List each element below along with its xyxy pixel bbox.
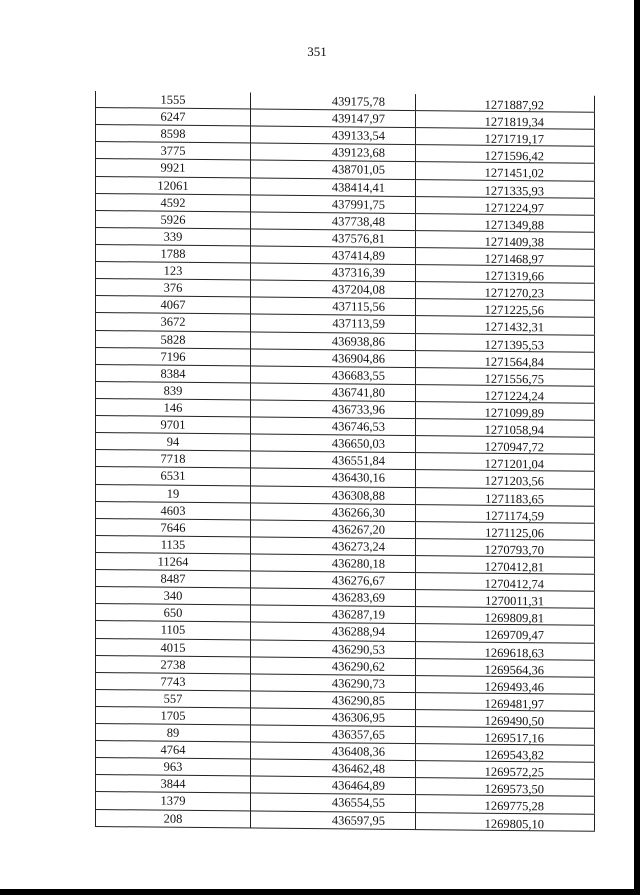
point-id-cell: 3775 <box>95 142 251 160</box>
y-coordinate-cell: 1271335,93 <box>416 180 595 198</box>
y-coordinate-cell: 1271564,84 <box>416 351 595 369</box>
point-id-cell: 650 <box>95 604 251 622</box>
x-coordinate-cell: 436462,48 <box>251 760 416 778</box>
y-coordinate-cell: 1271224,24 <box>416 385 595 403</box>
point-id-cell: 376 <box>95 279 251 297</box>
point-id-cell: 6247 <box>95 108 251 126</box>
x-coordinate-cell: 437204,08 <box>251 281 416 299</box>
x-coordinate-cell: 436464,89 <box>251 777 416 795</box>
x-coordinate-cell: 436308,88 <box>251 486 416 504</box>
point-id-cell: 1705 <box>95 707 251 725</box>
y-coordinate-cell: 1271183,65 <box>416 488 595 506</box>
point-id-cell: 4764 <box>95 741 251 759</box>
point-id-cell: 3672 <box>95 313 251 331</box>
table-row <box>95 810 595 832</box>
y-coordinate-cell: 1270947,72 <box>416 436 595 454</box>
x-coordinate-cell: 436746,53 <box>251 418 416 436</box>
y-coordinate-cell: 1269573,50 <box>416 778 595 796</box>
y-coordinate-cell: 1270011,31 <box>416 590 595 608</box>
point-id-cell: 4015 <box>95 639 251 657</box>
y-coordinate-cell: 1270793,70 <box>416 539 595 557</box>
x-coordinate-cell: 436408,36 <box>251 743 416 761</box>
x-coordinate-cell: 436266,30 <box>251 503 416 521</box>
x-coordinate-cell: 436938,86 <box>251 332 416 350</box>
x-coordinate-cell: 436357,65 <box>251 726 416 744</box>
x-coordinate-cell: 437576,81 <box>251 229 416 247</box>
point-id-cell: 340 <box>95 587 251 605</box>
coordinates-table <box>95 91 595 832</box>
y-coordinate-cell: 1271174,59 <box>416 505 595 523</box>
y-coordinate-cell: 1271596,42 <box>416 145 595 163</box>
y-coordinate-cell: 1269775,28 <box>416 796 595 814</box>
point-id-cell: 2738 <box>95 656 251 674</box>
x-coordinate-cell: 436287,19 <box>251 606 416 624</box>
y-coordinate-cell: 1269572,25 <box>416 761 595 779</box>
x-coordinate-cell: 436554,55 <box>251 794 416 812</box>
point-id-cell: 8598 <box>95 125 251 143</box>
point-id-cell: 8384 <box>95 365 251 383</box>
x-coordinate-cell: 436290,73 <box>251 674 416 692</box>
point-id-cell: 4592 <box>95 194 251 212</box>
point-id-cell: 839 <box>95 382 251 400</box>
point-id-cell: 4603 <box>95 502 251 520</box>
point-id-cell: 11264 <box>95 553 251 571</box>
x-coordinate-cell: 437115,56 <box>251 298 416 316</box>
y-coordinate-cell: 1271556,75 <box>416 368 595 386</box>
x-coordinate-cell: 436267,20 <box>251 520 416 538</box>
y-coordinate-cell: 1271201,04 <box>416 453 595 471</box>
x-coordinate-cell: 436290,62 <box>251 657 416 675</box>
x-coordinate-cell: 436551,84 <box>251 452 416 470</box>
point-id-cell: 8487 <box>95 570 251 588</box>
y-coordinate-cell: 1269564,36 <box>416 659 595 677</box>
y-coordinate-cell: 1269618,63 <box>416 642 595 660</box>
point-id-cell: 94 <box>95 433 251 451</box>
x-coordinate-cell: 437414,89 <box>251 246 416 264</box>
x-coordinate-cell: 436430,16 <box>251 469 416 487</box>
y-coordinate-cell: 1269490,50 <box>416 710 595 728</box>
point-id-cell: 5828 <box>95 331 251 349</box>
x-coordinate-cell: 439123,68 <box>251 144 416 162</box>
x-coordinate-cell: 436733,96 <box>251 400 416 418</box>
point-id-cell: 7196 <box>95 348 251 366</box>
x-coordinate-cell: 439147,97 <box>251 110 416 128</box>
page-number: 351 <box>307 44 327 59</box>
point-id-cell: 963 <box>95 758 251 776</box>
point-id-cell: 4067 <box>95 296 251 314</box>
y-coordinate-cell: 1271349,88 <box>416 214 595 232</box>
y-coordinate-cell: 1270412,74 <box>416 573 595 591</box>
point-id-cell: 208 <box>95 810 251 828</box>
y-coordinate-cell: 1271395,53 <box>416 334 595 352</box>
x-coordinate-cell: 436273,24 <box>251 537 416 555</box>
y-coordinate-cell: 1271409,38 <box>416 231 595 249</box>
y-coordinate-cell: 1271099,89 <box>416 402 595 420</box>
point-id-cell: 3844 <box>95 775 251 793</box>
x-coordinate-cell: 436290,53 <box>251 640 416 658</box>
x-coordinate-cell: 437991,75 <box>251 195 416 213</box>
y-coordinate-cell: 1271203,56 <box>416 470 595 488</box>
point-id-cell: 89 <box>95 724 251 742</box>
x-coordinate-cell: 436280,18 <box>251 554 416 572</box>
point-id-cell: 339 <box>95 228 251 246</box>
x-coordinate-cell: 436283,69 <box>251 589 416 607</box>
x-coordinate-cell: 437113,59 <box>251 315 416 333</box>
x-coordinate-cell: 436683,55 <box>251 366 416 384</box>
point-id-cell: 123 <box>95 262 251 280</box>
x-coordinate-cell: 436597,95 <box>251 811 416 829</box>
y-coordinate-cell: 1269481,97 <box>416 693 595 711</box>
y-coordinate-cell: 1271468,97 <box>416 248 595 266</box>
point-id-cell: 7718 <box>95 450 251 468</box>
point-id-cell: 146 <box>95 399 251 417</box>
x-coordinate-cell: 438414,41 <box>251 178 416 196</box>
point-id-cell: 9921 <box>95 159 251 177</box>
x-coordinate-cell: 436290,85 <box>251 691 416 709</box>
y-coordinate-cell: 1271125,06 <box>416 522 595 540</box>
point-id-cell: 1555 <box>95 91 251 109</box>
point-id-cell: 5926 <box>95 211 251 229</box>
y-coordinate-cell: 1271058,94 <box>416 419 595 437</box>
x-coordinate-cell: 438701,05 <box>251 161 416 179</box>
point-id-cell: 557 <box>95 690 251 708</box>
y-coordinate-cell: 1271224,97 <box>416 197 595 215</box>
point-id-cell: 19 <box>95 485 251 503</box>
x-coordinate-cell: 436276,67 <box>251 572 416 590</box>
x-coordinate-cell: 436306,95 <box>251 708 416 726</box>
y-coordinate-cell: 1271819,34 <box>416 111 595 129</box>
point-id-cell: 12061 <box>95 177 251 195</box>
y-coordinate-cell: 1271225,56 <box>416 299 595 317</box>
point-id-cell: 9701 <box>95 416 251 434</box>
y-coordinate-cell: 1269709,47 <box>416 624 595 642</box>
x-coordinate-cell: 437316,39 <box>251 264 416 282</box>
y-coordinate-cell: 1271719,17 <box>416 128 595 146</box>
point-id-cell: 1135 <box>95 536 251 554</box>
y-coordinate-cell: 1269543,82 <box>416 744 595 762</box>
y-coordinate-cell: 1270412,81 <box>416 556 595 574</box>
y-coordinate-cell: 1269809,81 <box>416 607 595 625</box>
x-coordinate-cell: 437738,48 <box>251 212 416 230</box>
x-coordinate-cell: 439133,54 <box>251 127 416 145</box>
point-id-cell: 1788 <box>95 245 251 263</box>
point-id-cell: 7743 <box>95 673 251 691</box>
y-coordinate-cell: 1269493,46 <box>416 676 595 694</box>
x-coordinate-cell: 436288,94 <box>251 623 416 641</box>
y-coordinate-cell: 1271319,66 <box>416 265 595 283</box>
y-coordinate-cell: 1271887,92 <box>416 94 595 112</box>
point-id-cell: 6531 <box>95 467 251 485</box>
y-coordinate-cell: 1271451,02 <box>416 163 595 181</box>
y-coordinate-cell: 1271432,31 <box>416 317 595 335</box>
x-coordinate-cell: 436904,86 <box>251 349 416 367</box>
y-coordinate-cell: 1271270,23 <box>416 282 595 300</box>
point-id-cell: 1379 <box>95 792 251 810</box>
y-coordinate-cell: 1269805,10 <box>416 813 595 831</box>
y-coordinate-cell: 1269517,16 <box>416 727 595 745</box>
x-coordinate-cell: 439175,78 <box>251 92 416 110</box>
x-coordinate-cell: 436650,03 <box>251 435 416 453</box>
x-coordinate-cell: 436741,80 <box>251 383 416 401</box>
point-id-cell: 1105 <box>95 621 251 639</box>
point-id-cell: 7646 <box>95 519 251 537</box>
